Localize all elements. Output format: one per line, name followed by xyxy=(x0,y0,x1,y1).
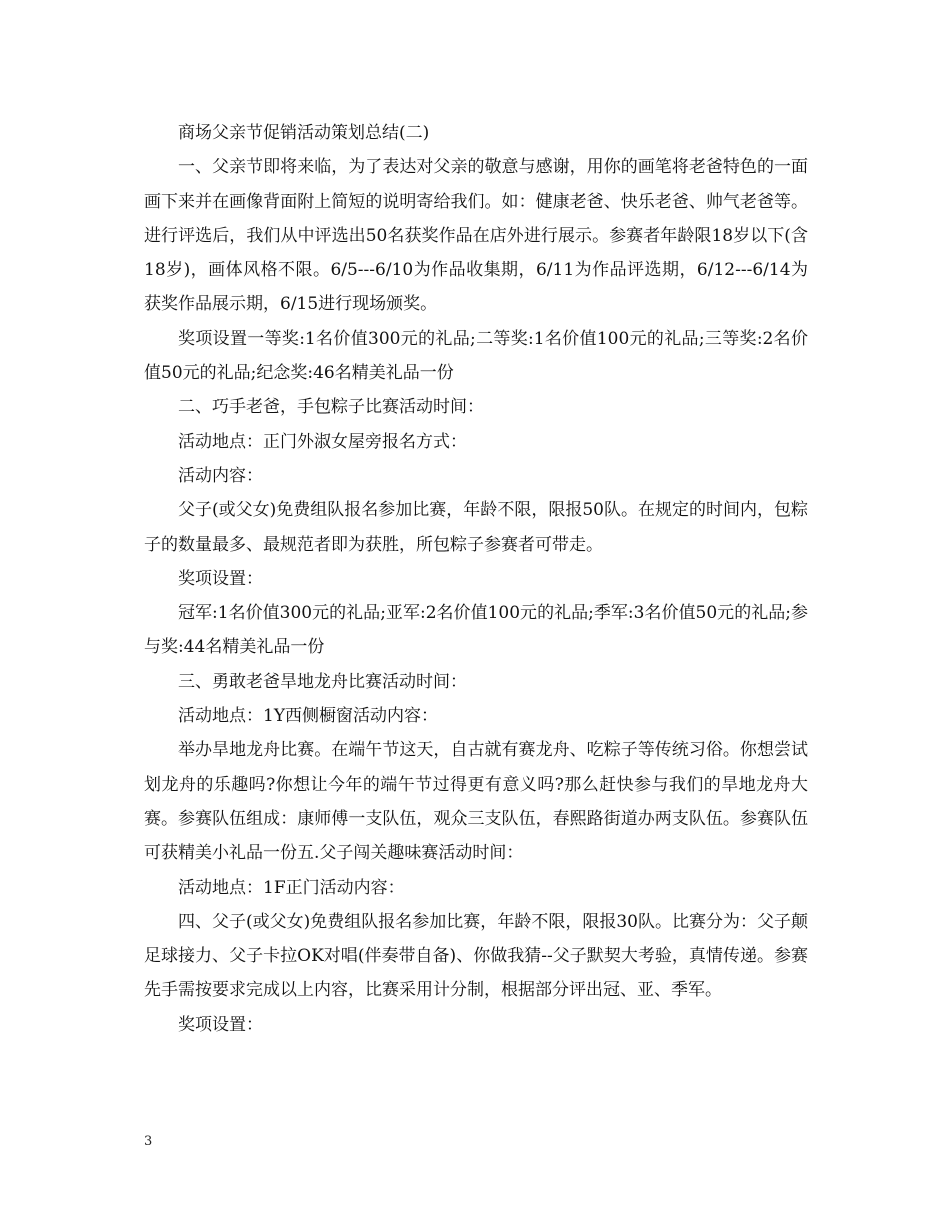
paragraph-challenge-prizes-label: 奖项设置： xyxy=(178,1014,263,1035)
paragraph-drawing-contest: 一、父亲节即将来临，为了表达对父亲的敬意与感谢，用你的画笔将老爸特色的一面画下来并在画像背面附上简短的说明寄给我们。如：健康老爸、快乐老爸、帅气老爸等。进行评选后，我们从中评选出50名获奖作品在店外进行展示。参赛者年龄限18岁以下(含18岁)，画体风格不限。6/5---6/10为作品收集期，6/11为作品评选期，6/12---6/14为获奖作品展示期，6/15进行现场颁奖。 xyxy=(144,157,808,315)
paragraph-challenge-content: 四、父子(或父女)免费组队报名参加比赛，年龄不限，限报30队。比赛分为：父子颠足球接力、父子卡拉OK对唱(伴奏带自备)、你做我猜--父子默契大考验，真情传递。参赛先手需按要求完成以上内容，比赛采用计分制，根据部分评出冠、亚、季军。 xyxy=(144,911,808,1001)
paragraph-zongzi-content: 父子(或父女)免费组队报名参加比赛，年龄不限，限报50队。在规定的时间内，包粽子的数量最多、最规范者即为获胜，所包粽子参赛者可带走。 xyxy=(144,500,808,555)
paragraph-zongzi-location: 活动地点：正门外淑女屋旁报名方式： xyxy=(178,431,467,452)
paragraph-zongzi-heading: 二、巧手老爸，手包粽子比赛活动时间： xyxy=(178,397,484,418)
paragraph-dragonboat-heading: 三、勇敢老爸旱地龙舟比赛活动时间： xyxy=(178,671,467,692)
paragraph-zongzi-prizes-label: 奖项设置： xyxy=(178,568,263,589)
paragraph-zongzi-content-label: 活动内容： xyxy=(178,465,263,486)
paragraph-challenge-location: 活动地点：1F正门活动内容： xyxy=(178,877,405,898)
page-number: 3 xyxy=(144,1134,153,1149)
paragraph-drawing-prizes: 奖项设置一等奖:1名价值300元的礼品;二等奖:1名价值100元的礼品;三等奖:2名价值50元的礼品;纪念奖:46名精美礼品一份 xyxy=(144,328,808,384)
document-body xyxy=(144,116,808,1042)
document-title: 商场父亲节促销活动策划总结(二) xyxy=(178,123,430,143)
paragraph-zongzi-prizes: 冠军:1名价值300元的礼品;亚军:2名价值100元的礼品;季军:3名价值50元的礼品;参与奖:44名精美礼品一份 xyxy=(144,603,808,658)
paragraph-dragonboat-location: 活动地点：1Y西侧橱窗活动内容： xyxy=(178,706,439,727)
paragraph-dragonboat-content: 举办旱地龙舟比赛。在端午节这天，自古就有赛龙舟、吃粽子等传统习俗。你想尝试划龙舟的乐趣吗?你想让今年的端午节过得更有意义吗?那么赶快参与我们的旱地龙舟大赛。参赛队伍组成：康师傅一支队伍，观众三支队伍，春熙路街道办两支队伍。参赛队伍可获精美小礼品一份五.父子闯关趣味赛活动时间： xyxy=(144,740,808,864)
